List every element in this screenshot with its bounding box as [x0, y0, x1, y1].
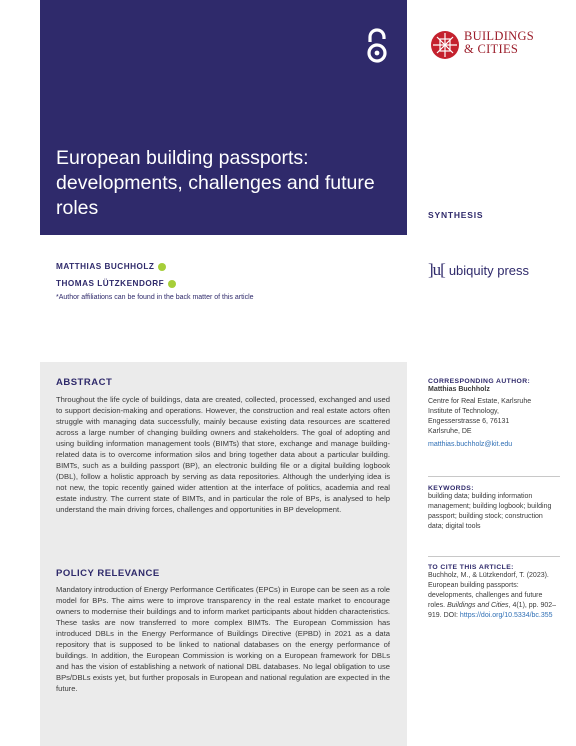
author-list [56, 262, 396, 301]
keywords-text: building data; building information management; building logbook; building passport; building stock; construction data; digital tools [428, 493, 552, 530]
divider [428, 476, 560, 477]
corresponding-author [428, 378, 560, 450]
abstract-heading: ABSTRACT [56, 377, 113, 388]
corresponding-label: CORRESPONDING AUTHOR: [428, 378, 531, 385]
address-line: Centre for Real Estate, Karlsruhe [428, 398, 532, 405]
divider [428, 556, 560, 557]
email-link[interactable]: matthias.buchholz@kit.edu [428, 441, 513, 448]
publisher-mark-icon: ]u[ [428, 260, 445, 279]
affiliation-note: *Author affiliations can be found in the back matter of this article [56, 294, 254, 301]
author-1: MATTHIAS BUCHHOLZ [56, 262, 396, 271]
keywords-block [428, 485, 560, 532]
abstract-text: Throughout the life cycle of buildings, data are created, collected, processed, exchanged and used to support decision-making and operations. However, the construction and real estate actors often struggle with managing data successfully, mainly because existing data resources are scattered across a large number of changing building owners and stakeholders. The goal of adopting and using building information management tools (BIMTs) that store, exchange and manage building-related data is to overcome information silos and bring together data about a particular building. BIMTs, such as a building passport (BP), an electronic building file or a digital building logbook (DBL), follow a holistic approach by serving as data repositories. Although the underlying idea is not new, the topic recently gained wider attention at the interface of politics, academia and real estate industry. The current state of BIMTs, and in particular the role of BPs, is analysed to help understand the main driving forces, challenges and opportunities in BP development. [56, 395, 390, 514]
address-line: Institute of Technology, [428, 408, 499, 415]
policy-text: Mandatory introduction of Energy Performance Certificates (EPCs) in Europe can be seen as a role model for BPs. The aims were to improve transparency in the real estate market to encourage owners to modernise their buildings and to inform market participants about hidden characteristics. These tasks are now transferred to more complex BIMTs. The European Commission has introduced DBLs in the Energy Performance of Buildings Directive (EPBD) in 2021 as a data repository that is supposed to be linked to national databases on the energy performance of buildings. In addition, the European Commission is working on a European framework for DBLs and has the vision of establishing a network of national DBL databases. No legal obligation to use BPs/DBLs exists yet, but further proposals in European and national regulation are expected in the future. [56, 585, 390, 693]
address-line: Engesserstrasse 6, 76131 [428, 418, 510, 425]
publisher-logo[interactable] [428, 260, 529, 280]
orcid-icon[interactable] [168, 280, 176, 288]
keywords-label: KEYWORDS: [428, 485, 474, 492]
article-type: SYNTHESIS [428, 210, 484, 220]
corresponding-name: Matthias Buchholz [428, 386, 490, 393]
publisher-name: ubiquity press [448, 262, 530, 278]
address-line: Karlsruhe, DE [428, 428, 472, 435]
journal-name: BUILDINGS & CITIES [464, 29, 535, 56]
citation-text: Buchholz, M., & Lützkendorf, T. (2023). European building passports: developments, challenges and future roles. Buildings and Cities, 4(1), pp. 902–919. DOI: https://doi.org/10.5334/bc.355 [428, 572, 557, 619]
doi-link[interactable]: https://doi.org/10.5334/bc.355 [459, 612, 553, 619]
author-2: THOMAS LÜTZKENDORF [56, 279, 396, 288]
title-banner [40, 0, 407, 235]
orcid-icon[interactable] [158, 263, 166, 271]
policy-heading: POLICY RELEVANCE [56, 568, 160, 579]
article-title: European building passports: developments, challenges and future roles [56, 147, 375, 219]
citation-block [428, 564, 560, 621]
open-access-icon [361, 26, 393, 66]
cite-label: TO CITE THIS ARTICLE: [428, 564, 514, 571]
